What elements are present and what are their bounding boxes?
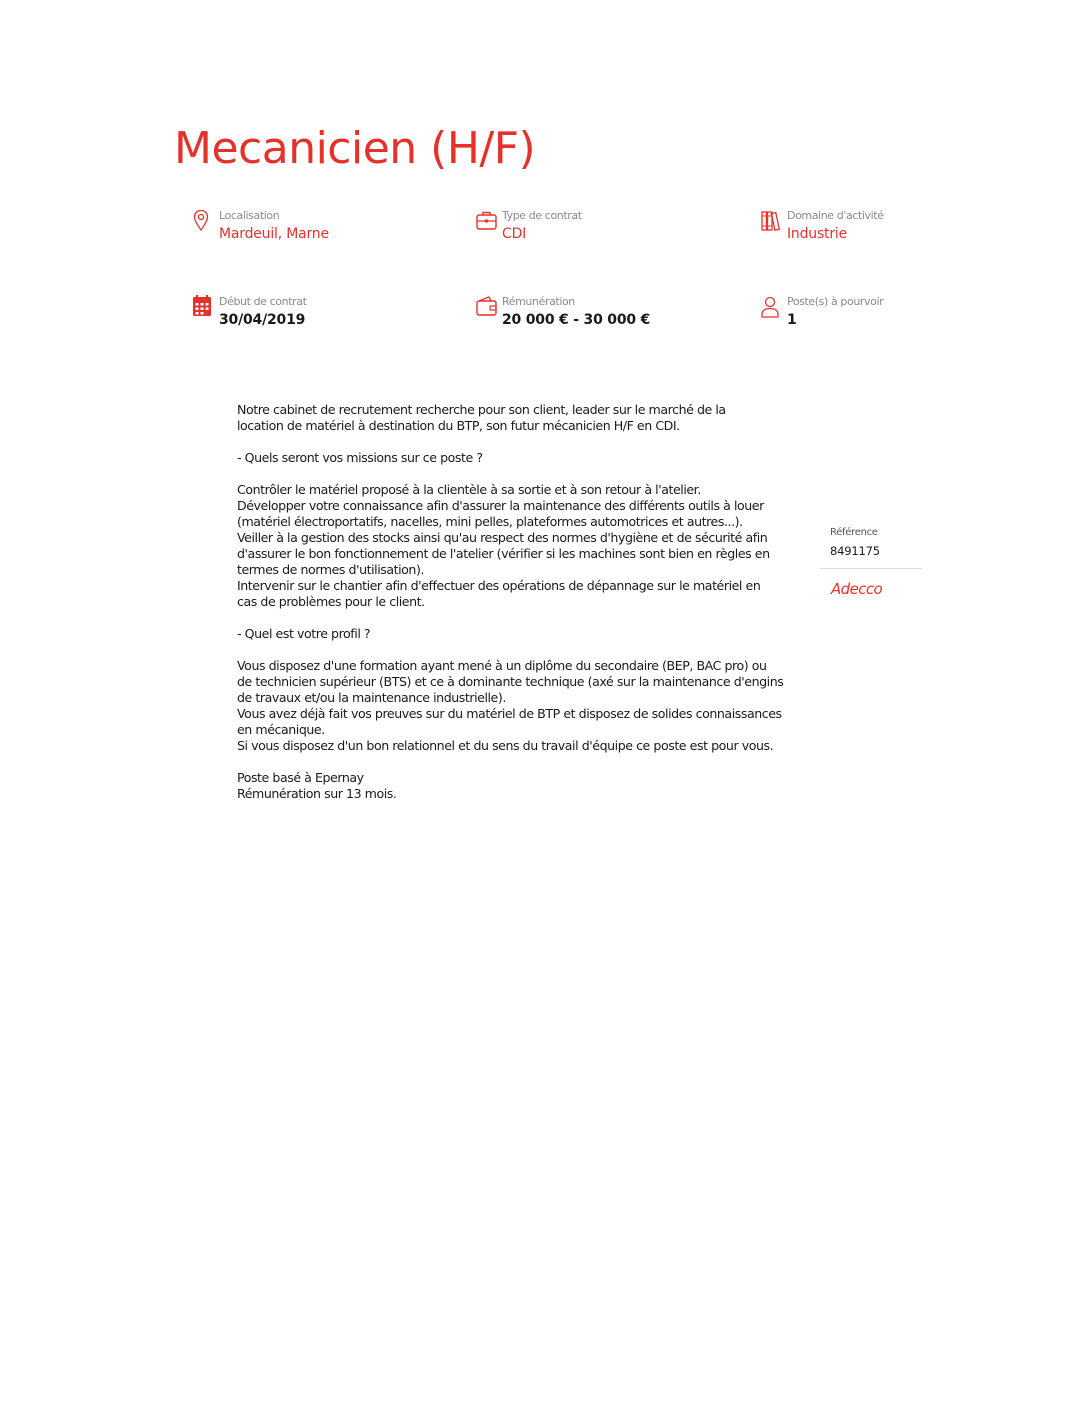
description-line: - Quel est votre profil ? (237, 626, 371, 641)
description-line: Si vous disposez d'un bon relationnel et du sens du travail d'équipe ce poste est pour vous. (237, 738, 774, 753)
description-paragraph (237, 770, 807, 802)
detail-label: Domaine d'activité (787, 209, 884, 222)
page-title: Mecanicien (H/F) (174, 123, 536, 174)
detail-label: Type de contrat (502, 209, 582, 222)
job-sidebar (820, 527, 922, 599)
description-paragraph (237, 482, 807, 610)
description-line: Poste basé à Epernay (237, 770, 364, 785)
detail-salary (476, 295, 736, 335)
books-icon (761, 209, 783, 235)
description-line: (matériel électroportatifs, nacelles, mini pelles, plateformes automotrices et autres...). (237, 514, 743, 529)
detail-label: Début de contrat (219, 295, 307, 308)
description-paragraph (237, 658, 807, 754)
description-line: d'assurer le bon fonctionnement de l'atelier (vérifier si les machines sont bien en règles en (237, 546, 770, 561)
briefcase-icon (476, 209, 498, 235)
description-line: Contrôler le matériel proposé à la clientèle à sa sortie et à son retour à l'atelier. (237, 482, 701, 497)
detail-start-date (193, 295, 453, 335)
description-line: termes de normes d'utilisation). (237, 562, 424, 577)
detail-value: 30/04/2019 (219, 312, 306, 328)
reference-value: 8491175 (830, 544, 880, 558)
detail-domain (761, 209, 1021, 249)
detail-value: CDI (502, 226, 527, 242)
description-line: Notre cabinet de recrutement recherche pour son client, leader sur le marché de la (237, 402, 726, 417)
description-line: Rémunération sur 13 mois. (237, 786, 397, 801)
detail-positions (761, 295, 1021, 335)
calendar-icon (193, 295, 215, 321)
detail-label: Rémunération (502, 295, 575, 308)
description-line: - Quels seront vos missions sur ce poste ? (237, 450, 483, 465)
description-line: location de matériel à destination du BTP, son futur mécanicien H/F en CDI. (237, 418, 680, 433)
description-line: Intervenir sur le chantier afin d'effectuer des opérations de dépannage sur le matériel en (237, 578, 761, 593)
adecco-logo: Adecco (831, 580, 883, 598)
description-paragraph (237, 402, 807, 434)
job-description (237, 402, 807, 818)
description-line: Vous disposez d'une formation ayant mené à un diplôme du secondaire (BEP, BAC pro) ou (237, 658, 767, 673)
description-line: Veiller à la gestion des stocks ainsi qu'au respect des normes d'hygiène et de sécurité afin (237, 530, 768, 545)
detail-location (193, 209, 453, 249)
detail-value: Mardeuil, Marne (219, 226, 329, 242)
description-line: cas de problèmes pour le client. (237, 594, 425, 609)
description-line: Vous avez déjà fait vos preuves sur du matériel de BTP et disposez de solides connaissances (237, 706, 782, 721)
detail-value: 20 000 € - 30 000 € (502, 312, 651, 328)
divider (820, 568, 922, 569)
detail-contract-type (476, 209, 736, 249)
description-line: de technicien supérieur (BTS) et ce à dominante technique (axé sur la maintenance d'engins (237, 674, 784, 689)
description-line: de travaux et/ou la maintenance industrielle). (237, 690, 506, 705)
missions-heading (237, 450, 807, 466)
location-pin-icon (193, 209, 215, 235)
detail-label: Poste(s) à pourvoir (787, 295, 884, 308)
profile-heading (237, 626, 807, 642)
person-icon (761, 295, 783, 321)
wallet-icon (476, 295, 498, 321)
detail-label: Localisation (219, 209, 280, 222)
description-line: Développer votre connaissance afin d'assurer la maintenance des différents outils à louer (237, 498, 764, 513)
description-line: en mécanique. (237, 722, 325, 737)
detail-value: Industrie (787, 226, 848, 242)
detail-value: 1 (787, 312, 797, 328)
reference-label: Référence (830, 527, 878, 538)
